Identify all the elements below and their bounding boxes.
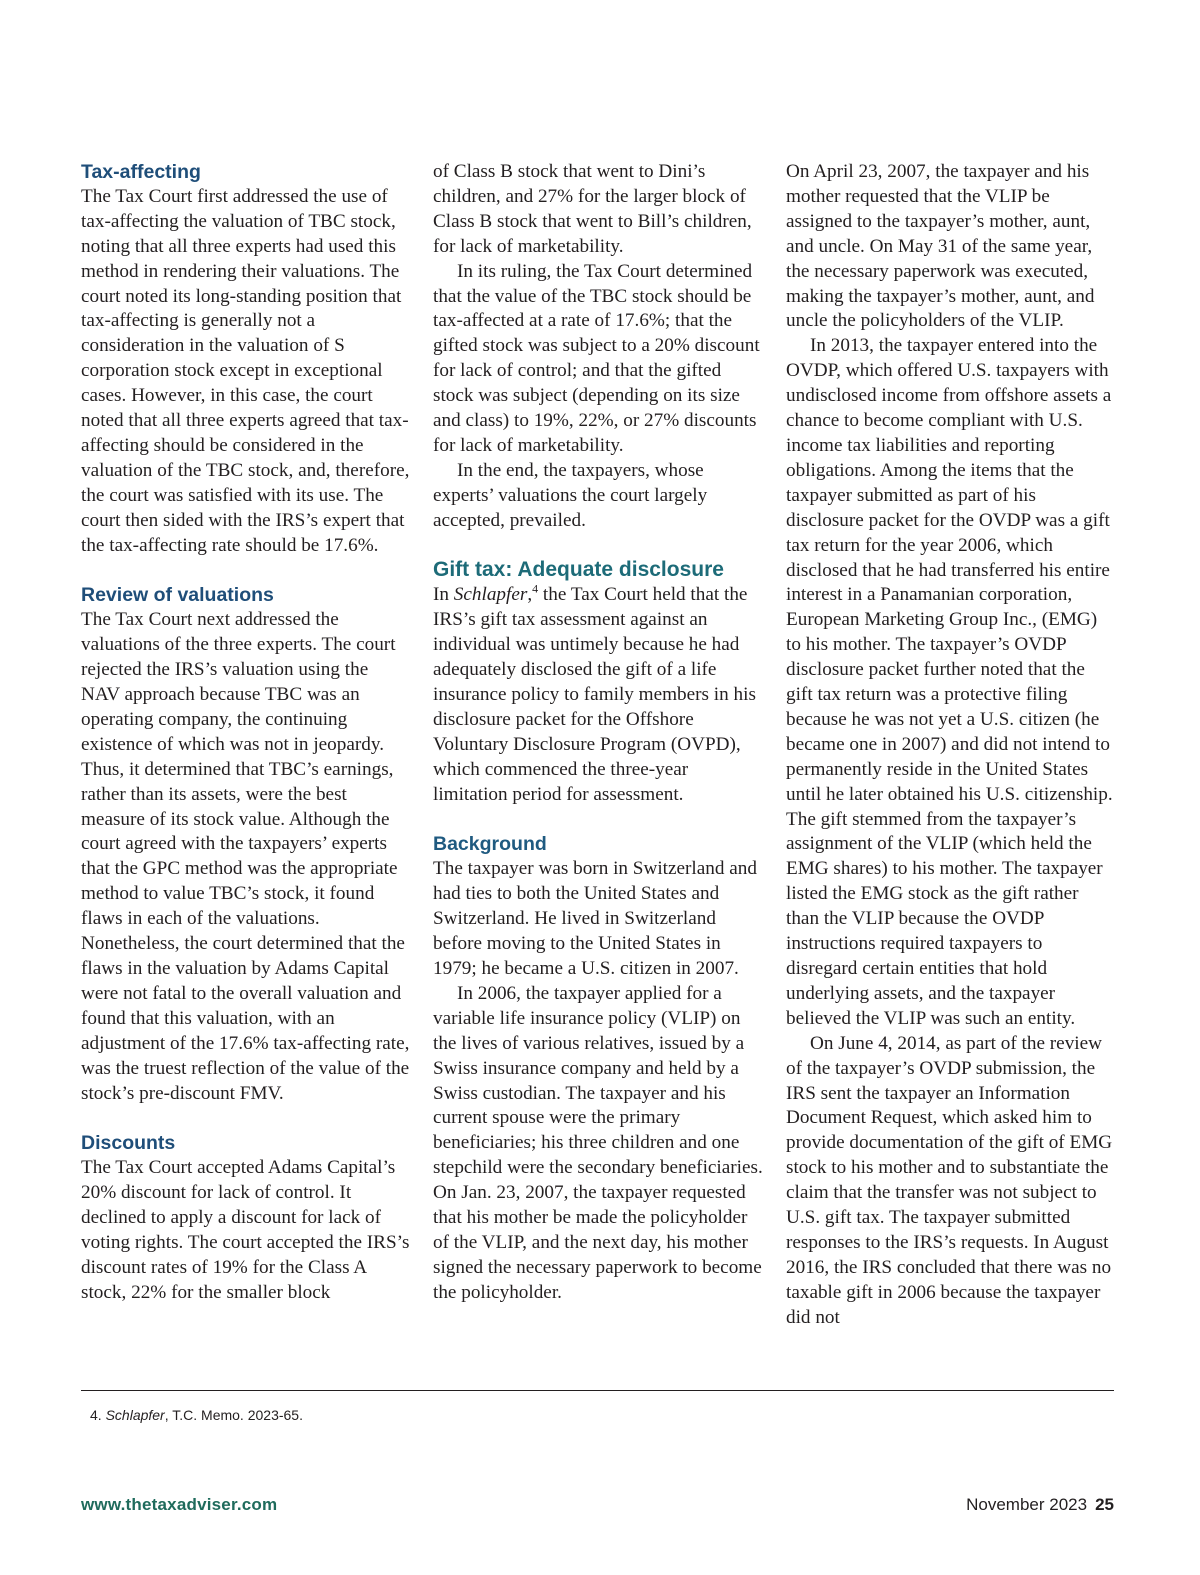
footnote-divider — [81, 1390, 1114, 1391]
footnote-ref: 4 — [532, 582, 539, 596]
paragraph: In 2006, the taxpayer applied for a variable life insurance policy (VLIP) on the lives of various relatives, issued by a Swiss insurance company and held by a Swiss custodian. The taxpayer and his current spouse were the primary beneficiaries; his three children and one stepchild were the secondary beneficiaries. On Jan. 23, 2007, the taxpayer requested that his mother be made the policyholder of the VLIP, and the next day, his mother signed the necessary paperwork to become the policyholder. — [433, 982, 763, 1303]
paragraph: of Class B stock that went to Dini’s children, and 27% for the larger block of Class B stock that went to Bill’s children, for lack of marketability. — [433, 161, 752, 257]
case-name: Schlapfer — [453, 584, 528, 606]
column-2 — [433, 160, 763, 1306]
footnote — [90, 1407, 303, 1423]
footnote-number: 4. — [90, 1407, 102, 1423]
paragraph: In its ruling, the Tax Court determined that the value of the TBC stock should be tax-affected at a rate of 17.6%; that the gifted stock was subject to a 20% discount for lack of control; and that the gifted stock was subject (depending on its size and class) to 19%, 22%, or 27% discounts for lack of marketability. — [433, 260, 760, 456]
text: In — [433, 584, 454, 606]
column-3 — [786, 160, 1116, 1331]
footer-date: November 2023 — [966, 1495, 1088, 1514]
footnote-case: Schlapfer — [105, 1407, 165, 1423]
heading-discounts: Discounts — [81, 1132, 176, 1155]
heading-gift-tax-adequate-disclosure: Gift tax: Adequate disclosure — [433, 558, 724, 582]
paragraph: On April 23, 2007, the taxpayer and his mother requested that the VLIP be assigned to the taxpayer’s mother, aunt, and uncle. On May 31 of the same year, the necessary paperwork was executed, making the taxpayer’s mother, aunt, and uncle the policyholders of the VLIP. — [786, 161, 1095, 332]
paragraph: In 2013, the taxpayer entered into the OVDP, which offered U.S. taxpayers with undisclosed income from offshore assets a chance to become compliant with U.S. income tax liabilities and reporting obligations. Among the items that the taxpayer submitted as part of his disclosure packet for the OVDP was a gift tax return for the year 2006, which disclosed that he had transferred his entire interest in a Panamanian corporation, European Marketing Group Inc., (EMG) to his mother. The taxpayer’s OVDP disclosure packet further noted that the gift tax return was a protective filing because he was not yet a U.S. citizen (he became one in 2007) and did not intend to permanently reside in the United States until he later obtained his U.S. citizenship. The gift stemmed from the taxpayer’s assignment of the VLIP (which held the EMG shares) to his mother. The taxpayer listed the EMG stock as the gift rather than the VLIP because the OVDP instructions required taxpayers to disregard certain entities that hold underlying assets, and the taxpayer believed the VLIP was such an entity. — [786, 335, 1113, 1029]
paragraph-schlapfer — [433, 583, 763, 807]
paragraph: In the end, the taxpayers, whose experts’ valuations the court largely accepted, prevailed. — [433, 459, 708, 531]
column-1 — [81, 160, 411, 1306]
page-number: 25 — [1095, 1495, 1114, 1514]
paragraph: The Tax Court first addressed the use of tax-affecting the valuation of TBC stock, noting that all three experts had used this method in rendering their valuations. The court noted its long-standing position that tax-affecting is generally not a consideration in the valuation of S corporation stock except in exceptional cases. However, in this case, the court noted that all three experts agreed that tax-affecting should be considered in the valuation of the TBC stock, and, therefore, the court was satisfied with its use. The court then sided with the IRS’s expert that the tax-affecting rate should be 17.6%. — [81, 185, 410, 556]
heading-tax-affecting: Tax-affecting — [81, 161, 201, 183]
footnote-citation: , T.C. Memo. 2023-65. — [164, 1407, 303, 1423]
heading-background: Background — [433, 833, 547, 856]
footer-url[interactable]: www.thetaxadviser.com — [81, 1495, 278, 1514]
paragraph: The Tax Court accepted Adams Capital’s 20% discount for lack of control. It declined to apply a discount for lack of voting rights. The court accepted the IRS’s discount rates of 19% for the Class A stock, 22% for the smaller block — [81, 1157, 410, 1303]
paragraph: The Tax Court next addressed the valuations of the three experts. The court rejected the IRS’s valuation using the NAV approach because TBC was an operating company, the continuing existence of which was not in jeopardy. Thus, it determined that TBC’s earnings, rather than its assets, were the best measure of its stock value. Although the court agreed with the taxpayers’ experts that the GPC method was the appropriate method to value TBC’s stock, it found flaws in each of the valuations. Nonetheless, the court determined that the flaws in the valuation by Adams Capital were not fatal to the overall valuation and found that this valuation, with an adjustment of the 17.6% tax-affecting rate, was the truest reflection of the value of the stock’s pre-discount FMV. — [81, 609, 410, 1104]
text: , — [527, 584, 533, 606]
text: the Tax Court held that the IRS’s gift tax assessment against an individual was untimely because he had adequately disclosed the gift of a life insurance policy to family members in his disclosure packet for the Offshore Voluntary Disclosure Program (OVPD), which commenced the three-year limitation period for assessment. — [433, 584, 756, 805]
heading-review-of-valuations: Review of valuations — [81, 584, 274, 607]
paragraph: The taxpayer was born in Switzerland and had ties to both the United States and Switzerland. He lived in Switzerland before moving to the United States in 1979; he became a U.S. citizen in 2007. — [433, 858, 757, 979]
paragraph: On June 4, 2014, as part of the review of the taxpayer’s OVDP submission, the IRS sent the taxpayer an Information Document Request, which asked him to provide documentation of the gift of EMG stock to his mother and to substantiate the claim that the transfer was not subject to U.S. gift tax. The taxpayer submitted responses to the IRS’s requests. In August 2016, the IRS concluded that there was no taxable gift in 2006 because the taxpayer did not — [786, 1032, 1113, 1328]
footer-issue — [966, 1495, 1114, 1515]
